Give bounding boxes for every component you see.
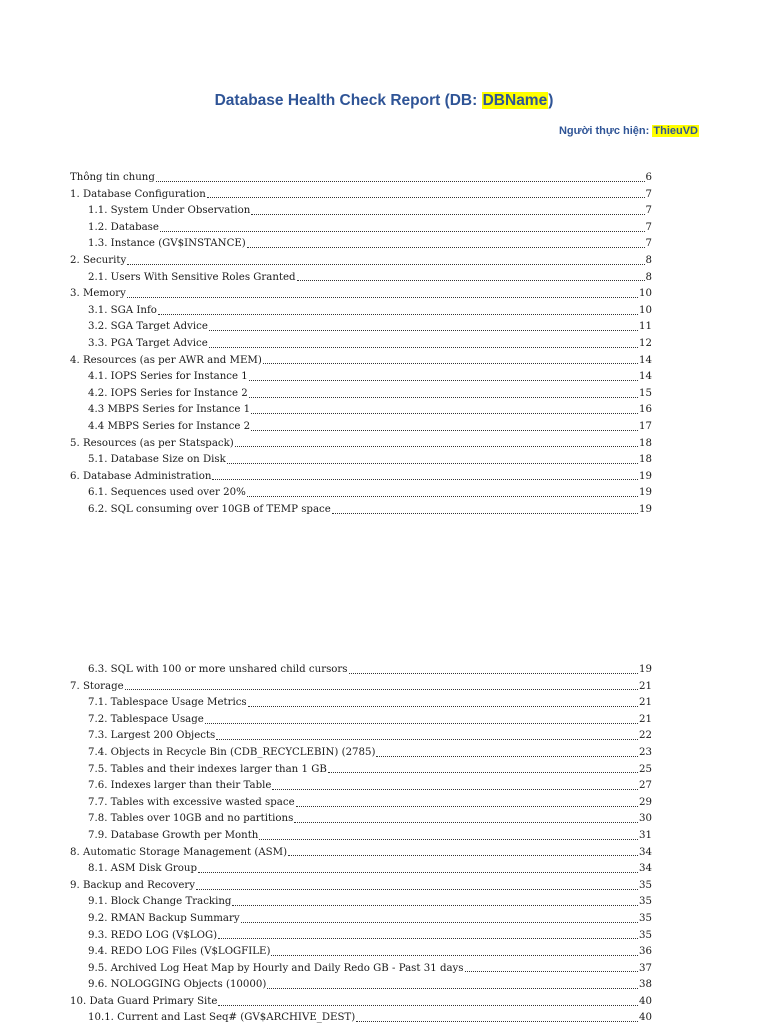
toc-entry-page-number: 6	[645, 172, 652, 183]
toc-entry[interactable]	[70, 795, 652, 812]
author-label: Người thực hiện:	[558, 125, 653, 137]
toc-dot-leader	[296, 806, 638, 807]
report-title	[0, 92, 768, 110]
toc-dot-leader	[376, 756, 638, 757]
toc-dot-leader	[241, 922, 638, 923]
toc-entry[interactable]	[70, 270, 652, 287]
toc-dot-leader	[263, 363, 638, 364]
toc-entry-label: 1.3. Instance (GV$INSTANCE)	[88, 238, 246, 250]
toc-entry[interactable]	[70, 695, 652, 712]
toc-dot-leader	[247, 496, 638, 497]
toc-dot-leader	[209, 347, 638, 348]
toc-dot-leader	[196, 889, 638, 890]
toc-dot-leader	[251, 214, 644, 215]
toc-dot-leader	[259, 839, 638, 840]
toc-entry[interactable]	[70, 436, 652, 453]
toc-entry-page-number: 14	[639, 354, 652, 366]
toc-entry-page-number: 22	[639, 730, 652, 742]
toc-entry-label: 2. Security	[70, 254, 127, 266]
toc-entry[interactable]	[70, 336, 652, 353]
toc-dot-leader	[156, 181, 645, 182]
toc-entry-label: 7. Storage	[70, 680, 124, 692]
toc-dot-leader	[227, 463, 638, 464]
toc-dot-leader	[235, 446, 638, 447]
toc-entry[interactable]	[70, 402, 652, 419]
toc-entry-page-number: 37	[639, 962, 652, 974]
table-of-contents-part-1	[70, 170, 652, 518]
toc-entry-page-number: 10	[639, 288, 652, 300]
toc-entry-page-number: 7	[645, 221, 652, 233]
toc-dot-leader	[272, 789, 638, 790]
toc-dot-leader	[232, 905, 638, 906]
toc-entry-label: 9.4. REDO LOG Files (V$LOGFILE)	[88, 946, 271, 958]
toc-entry[interactable]	[70, 203, 652, 220]
table-of-contents-part-2	[70, 662, 652, 1027]
toc-entry[interactable]	[70, 928, 652, 945]
toc-entry[interactable]	[70, 679, 652, 696]
toc-entry[interactable]	[70, 485, 652, 502]
toc-entry-label: 7.7. Tables with excessive wasted space	[88, 796, 295, 808]
toc-entry[interactable]	[70, 811, 652, 828]
toc-entry-label: 4.1. IOPS Series for Instance 1	[88, 371, 248, 383]
toc-entry-label: 7.6. Indexes larger than their Table	[88, 780, 272, 792]
toc-entry-label: 9.3. REDO LOG (V$LOG)	[88, 929, 218, 941]
toc-entry-page-number: 21	[639, 713, 652, 725]
toc-entry-page-number: 8	[645, 254, 652, 266]
toc-entry-page-number: 34	[639, 846, 652, 858]
toc-entry[interactable]	[70, 778, 652, 795]
toc-dot-leader	[288, 855, 638, 856]
toc-entry-page-number: 19	[639, 470, 652, 482]
toc-entry-page-number: 7	[645, 238, 652, 250]
toc-entry-page-number: 18	[639, 437, 652, 449]
toc-entry[interactable]	[70, 762, 652, 779]
toc-dot-leader	[209, 330, 638, 331]
toc-dot-leader	[271, 955, 638, 956]
toc-entry-label: 9.6. NOLOGGING Objects (10000)	[88, 979, 267, 991]
toc-entry[interactable]	[70, 845, 652, 862]
toc-dot-leader	[127, 264, 644, 265]
toc-entry[interactable]	[70, 170, 652, 187]
toc-entry[interactable]	[70, 861, 652, 878]
toc-dot-leader	[218, 938, 638, 939]
toc-entry-page-number: 27	[639, 780, 652, 792]
title-prefix: Database Health Check Report (DB:	[214, 92, 482, 109]
toc-dot-leader	[249, 380, 638, 381]
toc-entry[interactable]	[70, 369, 652, 386]
toc-entry-page-number: 35	[639, 929, 652, 941]
toc-dot-leader	[249, 397, 638, 398]
toc-entry-label: 4.2. IOPS Series for Instance 2	[88, 387, 248, 399]
author-line	[559, 125, 699, 137]
toc-entry-page-number: 35	[639, 879, 652, 891]
toc-entry-page-number: 10	[639, 304, 652, 316]
toc-entry-page-number: 29	[639, 796, 652, 808]
toc-entry[interactable]	[70, 502, 652, 519]
toc-dot-leader	[125, 689, 638, 690]
toc-dot-leader	[349, 673, 639, 674]
toc-entry-page-number: 35	[639, 896, 652, 908]
toc-entry-page-number: 34	[639, 863, 652, 875]
toc-dot-leader	[160, 231, 645, 232]
toc-entry-page-number: 8	[645, 271, 652, 283]
toc-entry[interactable]	[70, 944, 652, 961]
toc-entry-label: 7.8. Tables over 10GB and no partitions	[88, 813, 294, 825]
toc-entry[interactable]	[70, 712, 652, 729]
toc-entry-label: 6. Database Administration	[70, 470, 212, 482]
toc-dot-leader	[332, 513, 638, 514]
toc-dot-leader	[294, 822, 638, 823]
toc-entry-label: 1. Database Configuration	[70, 188, 206, 200]
toc-entry[interactable]	[70, 353, 652, 370]
toc-entry[interactable]	[70, 319, 652, 336]
toc-entry-label: 6.2. SQL consuming over 10GB of TEMP space	[88, 503, 331, 515]
toc-entry-page-number: 18	[639, 454, 652, 466]
toc-entry-page-number: 40	[639, 995, 652, 1007]
toc-entry-label: 2.1. Users With Sensitive Roles Granted	[88, 271, 296, 283]
toc-dot-leader	[356, 1021, 638, 1022]
toc-entry[interactable]	[70, 911, 652, 928]
toc-entry[interactable]	[70, 303, 652, 320]
toc-entry[interactable]	[70, 452, 652, 469]
toc-entry-page-number: 38	[639, 979, 652, 991]
toc-entry[interactable]	[70, 662, 652, 679]
toc-entry-page-number: 40	[639, 1012, 652, 1024]
toc-dot-leader	[251, 413, 638, 414]
toc-entry-page-number: 12	[639, 337, 652, 349]
toc-entry-page-number: 35	[639, 912, 652, 924]
toc-entry-label: 6.1. Sequences used over 20%	[88, 487, 246, 499]
toc-entry[interactable]	[70, 828, 652, 845]
toc-entry-label: 3.1. SGA Info	[88, 304, 157, 316]
toc-entry[interactable]	[70, 1010, 652, 1027]
toc-entry-label: 7.2. Tablespace Usage	[88, 713, 204, 725]
toc-entry[interactable]	[70, 253, 652, 270]
toc-entry-label: 7.1. Tablespace Usage Metrics	[88, 697, 247, 709]
toc-dot-leader	[297, 280, 645, 281]
toc-entry-label: 7.5. Tables and their indexes larger than 1 GB	[88, 763, 327, 775]
toc-entry[interactable]	[70, 236, 652, 253]
toc-entry-page-number: 31	[639, 829, 652, 841]
toc-entry[interactable]	[70, 187, 652, 204]
toc-entry-label: 1.1. System Under Observation	[88, 205, 251, 217]
toc-dot-leader	[207, 197, 645, 198]
toc-entry-page-number: 7	[645, 188, 652, 200]
toc-dot-leader	[465, 971, 639, 972]
toc-entry[interactable]	[70, 745, 652, 762]
toc-dot-leader	[127, 297, 638, 298]
toc-dot-leader	[158, 314, 638, 315]
toc-entry-label: 9.1. Block Change Tracking	[88, 896, 232, 908]
toc-entry-page-number: 16	[639, 404, 652, 416]
toc-entry-page-number: 14	[639, 371, 652, 383]
toc-entry-label: 7.4. Objects in Recycle Bin (CDB_RECYCLEBIN) (2785)	[88, 746, 376, 758]
toc-entry-page-number: 19	[639, 664, 652, 675]
toc-entry-page-number: 11	[639, 321, 652, 333]
toc-entry-label: 4. Resources (as per AWR and MEM)	[70, 354, 262, 366]
toc-entry[interactable]	[70, 961, 652, 978]
toc-entry-label: 9.2. RMAN Backup Summary	[88, 912, 240, 924]
toc-entry[interactable]	[70, 220, 652, 237]
toc-dot-leader	[267, 988, 638, 989]
toc-entry-label: 10. Data Guard Primary Site	[70, 995, 218, 1007]
toc-entry-label: 5. Resources (as per Statspack)	[70, 437, 234, 449]
toc-entry[interactable]	[70, 878, 652, 895]
toc-dot-leader	[251, 430, 638, 431]
toc-entry-label: 4.3 MBPS Series for Instance 1	[88, 404, 251, 416]
toc-dot-leader	[218, 1005, 638, 1006]
toc-dot-leader	[248, 706, 638, 707]
toc-dot-leader	[216, 739, 638, 740]
toc-entry[interactable]	[70, 386, 652, 403]
toc-dot-leader	[247, 247, 645, 248]
toc-entry-label: 9. Backup and Recovery	[70, 879, 196, 891]
toc-entry[interactable]	[70, 286, 652, 303]
toc-entry[interactable]	[70, 419, 652, 436]
title-suffix: )	[548, 92, 554, 109]
toc-entry-label: 3.2. SGA Target Advice	[88, 321, 208, 333]
toc-entry[interactable]	[70, 469, 652, 486]
toc-entry[interactable]	[70, 977, 652, 994]
toc-entry-page-number: 19	[639, 503, 652, 515]
toc-entry-page-number: 21	[639, 697, 652, 709]
toc-entry[interactable]	[70, 728, 652, 745]
toc-entry-label: 4.4 MBPS Series for Instance 2	[88, 420, 251, 432]
toc-dot-leader	[198, 872, 638, 873]
toc-entry-label: 1.2. Database	[88, 221, 159, 233]
toc-entry-label: 6.3. SQL with 100 or more unshared child cursors	[88, 664, 348, 675]
toc-entry-label: Thông tin chung	[70, 172, 155, 183]
toc-entry-page-number: 23	[639, 746, 652, 758]
toc-entry-page-number: 30	[639, 813, 652, 825]
toc-entry-page-number: 21	[639, 680, 652, 692]
toc-entry-page-number: 36	[639, 946, 652, 958]
toc-entry-page-number: 25	[639, 763, 652, 775]
toc-entry-label: 9.5. Archived Log Heat Map by Hourly and Daily Redo GB - Past 31 days	[88, 962, 464, 974]
toc-entry-label: 7.9. Database Growth per Month	[88, 829, 259, 841]
toc-entry-label: 10.1. Current and Last Seq# (GV$ARCHIVE_DEST)	[88, 1012, 356, 1024]
author-name-highlight: ThieuVD	[653, 125, 698, 137]
toc-entry-label: 8. Automatic Storage Management (ASM)	[70, 846, 288, 858]
toc-dot-leader	[205, 723, 638, 724]
toc-entry-page-number: 7	[645, 205, 652, 217]
toc-entry-page-number: 17	[639, 420, 652, 432]
toc-entry-label: 7.3. Largest 200 Objects	[88, 730, 216, 742]
toc-entry[interactable]	[70, 894, 652, 911]
toc-entry[interactable]	[70, 994, 652, 1011]
toc-dot-leader	[328, 772, 638, 773]
toc-entry-label: 3. Memory	[70, 288, 126, 300]
toc-entry-label: 5.1. Database Size on Disk	[88, 454, 226, 466]
toc-dot-leader	[212, 479, 638, 480]
toc-entry-label: 3.3. PGA Target Advice	[88, 337, 208, 349]
db-name-highlight: DBName	[482, 92, 548, 109]
toc-entry-page-number: 19	[639, 487, 652, 499]
toc-entry-label: 8.1. ASM Disk Group	[88, 863, 197, 875]
toc-entry-page-number: 15	[639, 387, 652, 399]
